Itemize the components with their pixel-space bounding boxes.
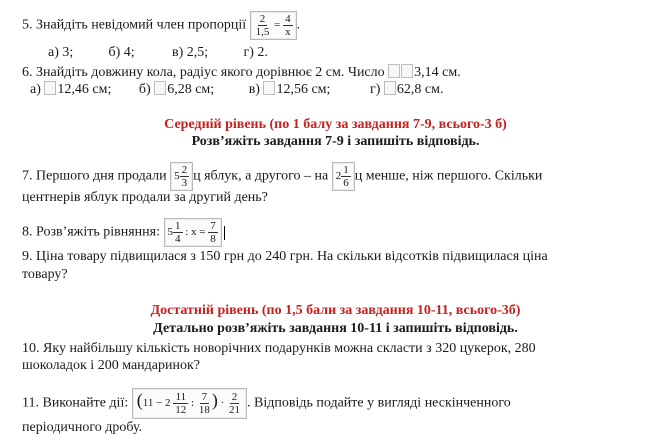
question-5: 5. Знайдіть невідомий член пропорції $\frac{2}{1,5}$ = $\frac{4}{x}$ . xyxy=(22,13,301,38)
approx-symbol-icon xyxy=(384,81,396,95)
question-9-line-2: товару? xyxy=(22,267,68,282)
option-b: б) 4; xyxy=(108,45,135,60)
question-9-line-1: 9. Ціна товару підвищилася з 150 грн до 240 грн. На скільки відсотків підвищилася ціна xyxy=(22,249,548,264)
question-8: 8. Розв’яжіть рівняння: 5 $\frac{1}{4}$ : x = $\frac{7}{8}$ xyxy=(22,218,225,247)
question-6-text: 6. Знайдіть довжину кола, радіус якого дорівнює 2 см. Число xyxy=(22,65,385,80)
proportion-formula: $\frac{2}{1,5}$ = $\frac{4}{x}$ xyxy=(250,11,297,40)
question-5-options xyxy=(48,44,268,62)
approx-symbol-icon xyxy=(154,81,166,95)
pi-symbol-icon xyxy=(388,64,400,78)
question-10-line-2: шоколадок і 200 мандаринок? xyxy=(22,358,201,373)
text-cursor xyxy=(224,226,225,240)
level-3-title: Достатній рівень (по 1,5 бали за завдання 10-11, всього-3б) xyxy=(150,303,521,318)
level-2-title: Середній рівень (по 1 балу за завдання 7-9, всього-3 б) xyxy=(164,117,507,132)
question-6-options: а) 12,46 см; б) 6,28 см; в) 12,56 см; г) 62,8 см. xyxy=(30,82,444,97)
question-7-line-2: центнерів яблук продали за другий день? xyxy=(22,190,268,205)
equation-formula: 5 $\frac{1}{4}$ : x = $\frac{7}{8}$ xyxy=(164,218,222,247)
question-11: 11. Виконайте дії: (11 − 2 $\frac{11}{12}$ : $\frac{7}{18}$ ) · $\frac{2}{21}$ . Відповідь подайте у вигляді нескінченного xyxy=(22,388,511,419)
pi-value: 3,14 см. xyxy=(414,65,461,80)
expression-formula: (11 − 2 $\frac{11}{12}$ : $\frac{7}{18}$ ) · $\frac{2}{21}$ xyxy=(132,388,247,419)
approx-symbol-icon xyxy=(263,81,275,95)
level-3-instruction: Детально розв’яжіть завдання 10-11 і запишіть відповідь. xyxy=(153,321,518,336)
mixed-fraction-2: 2 $\frac{1}{6}$ xyxy=(332,162,355,191)
question-11-line-2: періодичного дробу. xyxy=(22,420,143,435)
level-2-instruction: Розв’яжіть завдання 7-9 і запишіть відповідь. xyxy=(191,134,480,149)
question-10-line-1: 10. Яку найбільшу кількість новорічних подарунків можна скласти з 320 цукерок, 280 xyxy=(22,341,536,356)
option-v: в) 2,5; xyxy=(172,45,209,60)
option-g: г) 2. xyxy=(243,45,268,60)
mixed-fraction-1: 5 $\frac{2}{3}$ xyxy=(170,162,193,191)
question-5-text: 5. Знайдіть невідомий член пропорції xyxy=(22,17,247,33)
question-6 xyxy=(22,64,461,82)
question-7: 7. Першого дня продали 5 $\frac{2}{3}$ ц яблук, а другого – на 2 $\frac{1}{6}$ ц менше, ніж першого. Скільки xyxy=(22,164,543,189)
option-a: а) 3; xyxy=(48,45,74,60)
approx-symbol-icon xyxy=(44,81,56,95)
approx-symbol-icon xyxy=(401,64,413,78)
